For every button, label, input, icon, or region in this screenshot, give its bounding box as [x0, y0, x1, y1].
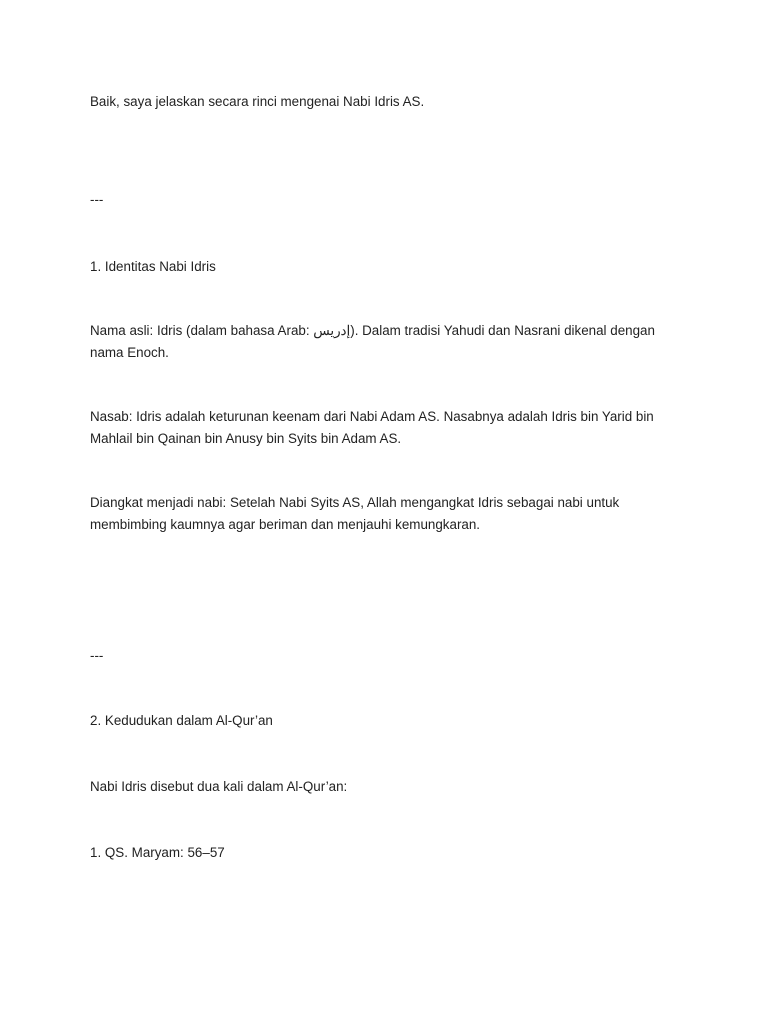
nama-asli-paragraph: Nama asli: Idris (dalam bahasa Arab: إدريس). Dalam tradisi Yahudi dan Nasrani dikenal dengan nama Enoch.	[90, 323, 655, 360]
diangkat-paragraph: Diangkat menjadi nabi: Setelah Nabi Syits AS, Allah mengangkat Idris sebagai nabi untuk membimbing kaumnya agar beriman dan menjauhi kemungkaran.	[90, 495, 620, 532]
section-heading: 2. Kedudukan dalam Al-Qur’an	[90, 713, 273, 728]
list-item: 1. QS. Maryam: 56–57	[90, 845, 225, 860]
nasab-paragraph: Nasab: Idris adalah keturunan keenam dari Nabi Adam AS. Nasabnya adalah Idris bin Yarid bin Mahlail bin Qainan bin Anusy bin Syits bin Adam AS.	[90, 409, 654, 446]
section-heading: 1. Identitas Nabi Idris	[90, 259, 216, 274]
intro-paragraph: Baik, saya jelaskan secara rinci mengenai Nabi Idris AS.	[90, 94, 425, 109]
divider: ---	[90, 192, 104, 207]
divider: ---	[90, 648, 104, 663]
disebut-paragraph: Nabi Idris disebut dua kali dalam Al-Qur’an:	[90, 779, 348, 794]
